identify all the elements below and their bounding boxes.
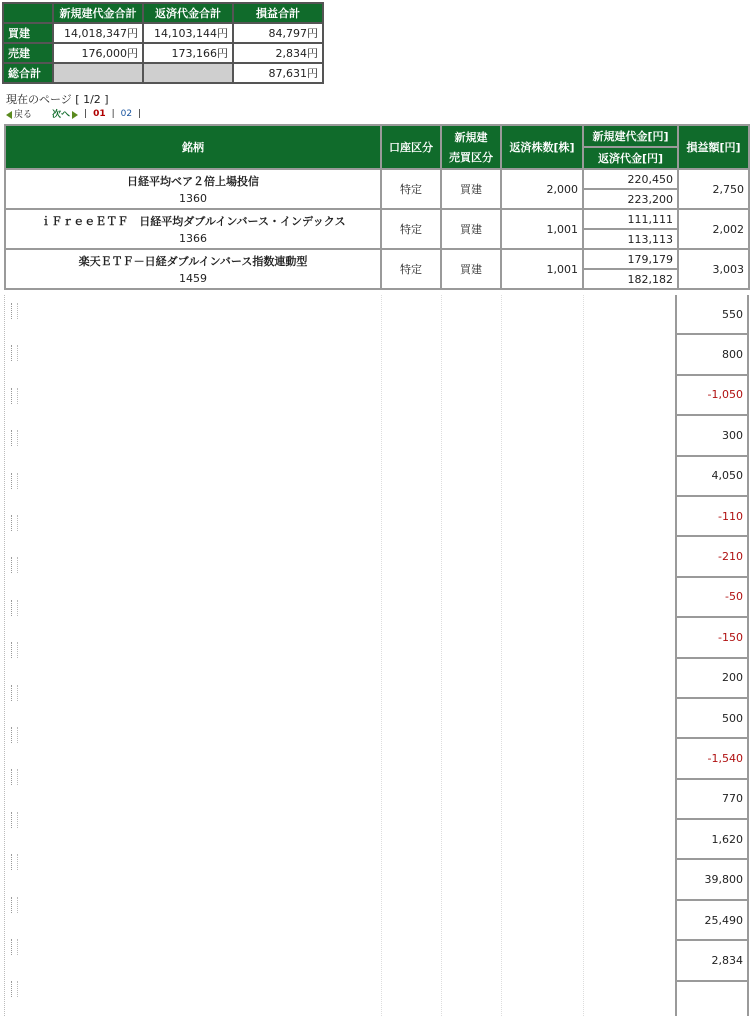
pager <box>6 107 141 120</box>
redacted-profit-loss: -1,050 <box>677 376 747 416</box>
redacted-divider <box>381 295 382 1016</box>
redacted-mark <box>11 812 18 828</box>
redacted-mark <box>11 769 18 785</box>
redacted-profit-loss: -150 <box>677 618 747 658</box>
redacted-profit-loss: -110 <box>677 497 747 537</box>
redacted-mark <box>11 854 18 870</box>
page-separator: | <box>138 108 142 119</box>
close-cost: 223,200 <box>583 189 678 209</box>
redacted-profit-loss: -210 <box>677 537 747 577</box>
page-link[interactable]: 02 <box>120 108 133 119</box>
redacted-rows <box>4 295 749 1016</box>
summary-close-value: 14,103,144円 <box>144 24 232 42</box>
summary-empty-cell <box>54 64 142 82</box>
summary-pl-value: 2,834円 <box>234 44 322 62</box>
summary-pl-value: 84,797円 <box>234 24 322 42</box>
triangle-left-icon <box>6 111 12 119</box>
new-cost: 220,450 <box>583 169 678 189</box>
summary-empty-cell <box>144 64 232 82</box>
redacted-mark <box>11 303 18 319</box>
redacted-mark <box>11 981 18 997</box>
stock-name: 楽天ＥＴＦ－日経ダブルインバース指数連動型 <box>78 255 308 268</box>
close-qty: 1,001 <box>501 209 583 249</box>
close-cost: 182,182 <box>583 269 678 289</box>
page-indicator: 現在のページ [ 1/2 ] <box>6 93 109 106</box>
redacted-profit-loss: 25,490 <box>677 901 747 941</box>
profit-loss: 2,002 <box>678 209 749 249</box>
profit-loss: 3,003 <box>678 249 749 289</box>
summary-corner <box>4 4 52 22</box>
redacted-profit-loss: 800 <box>677 335 747 375</box>
redacted-mark <box>11 430 18 446</box>
profit-loss: 2,750 <box>678 169 749 209</box>
back-link[interactable] <box>6 107 32 120</box>
redacted-profit-loss: 300 <box>677 416 747 456</box>
redacted-profit-loss: 500 <box>677 699 747 739</box>
col-header-name: 銘柄 <box>5 125 381 169</box>
account-type: 特定 <box>381 209 441 249</box>
triangle-right-icon <box>72 111 78 119</box>
next-label: 次へ <box>52 110 71 120</box>
trade-type: 買建 <box>441 169 501 209</box>
redacted-profit-loss: 39,800 <box>677 860 747 900</box>
summary-row-label: 買建 <box>4 24 52 42</box>
redacted-profit-loss: -50 <box>677 578 747 618</box>
redacted-profit-loss: 1,620 <box>677 820 747 860</box>
stock-name: 日経平均ベア２倍上場投信 <box>127 175 259 188</box>
page-separator: | <box>84 108 88 119</box>
new-cost: 111,111 <box>583 209 678 229</box>
next-link[interactable] <box>52 107 78 120</box>
close-cost: 113,113 <box>583 229 678 249</box>
stock-cell <box>5 249 381 289</box>
summary-row-label: 売建 <box>4 44 52 62</box>
col-header-pl: 損益額[円] <box>678 125 749 169</box>
redacted-profit-loss: 550 <box>677 295 747 335</box>
stock-cell <box>5 209 381 249</box>
summary-row-label: 総合計 <box>4 64 52 82</box>
redacted-pl-column <box>675 295 749 1016</box>
summary-close-value: 173,166円 <box>144 44 232 62</box>
col-header-type-line2: 売買区分 <box>449 151 493 164</box>
stock-name: ｉＦｒｅｅＥＴＦ 日経平均ダブルインバース・インデックス <box>40 215 346 228</box>
summary-header-close: 返済代金合計 <box>144 4 232 22</box>
redacted-mark <box>11 600 18 616</box>
col-header-type <box>441 125 501 169</box>
redacted-profit-loss: 2,834 <box>677 941 747 981</box>
redacted-profit-loss: 200 <box>677 659 747 699</box>
col-header-close-cost: 返済代金[円] <box>583 147 678 169</box>
detail-table-wrapper <box>4 124 748 290</box>
stock-code: 1459 <box>179 272 207 285</box>
redacted-divider <box>501 295 502 1016</box>
redacted-mark <box>11 897 18 913</box>
redacted-mark <box>11 727 18 743</box>
redacted-mark <box>11 642 18 658</box>
summary-header-pl: 損益合計 <box>234 4 322 22</box>
trade-type: 買建 <box>441 249 501 289</box>
redacted-profit-loss: -1,540 <box>677 739 747 779</box>
redacted-divider <box>583 295 584 1016</box>
redacted-profit-loss: 770 <box>677 780 747 820</box>
col-header-qty: 返済株数[株] <box>501 125 583 169</box>
redacted-divider <box>441 295 442 1016</box>
new-cost: 179,179 <box>583 249 678 269</box>
account-type: 特定 <box>381 249 441 289</box>
stock-code: 1366 <box>179 232 207 245</box>
close-qty: 2,000 <box>501 169 583 209</box>
stock-code: 1360 <box>179 192 207 205</box>
back-label: 戻る <box>14 110 33 120</box>
summary-table <box>2 2 324 84</box>
col-header-new-cost: 新規建代金[円] <box>583 125 678 147</box>
close-qty: 1,001 <box>501 249 583 289</box>
redacted-mark <box>11 345 18 361</box>
redacted-profit-loss: 4,050 <box>677 457 747 497</box>
redacted-mark <box>11 473 18 489</box>
redacted-mark <box>11 685 18 701</box>
redacted-mark <box>11 557 18 573</box>
trade-type: 買建 <box>441 209 501 249</box>
summary-header-new: 新規建代金合計 <box>54 4 142 22</box>
redacted-mark <box>11 515 18 531</box>
col-header-type-line1: 新規建 <box>454 131 488 144</box>
redacted-area <box>5 295 679 1016</box>
detail-table <box>4 124 750 290</box>
stock-cell <box>5 169 381 209</box>
redacted-mark <box>11 388 18 404</box>
summary-pl-value: 87,631円 <box>234 64 322 82</box>
page-link-current[interactable]: 01 <box>93 108 106 119</box>
page-separator: | <box>111 108 115 119</box>
summary-new-value: 14,018,347円 <box>54 24 142 42</box>
col-header-account: 口座区分 <box>381 125 441 169</box>
account-type: 特定 <box>381 169 441 209</box>
summary-new-value: 176,000円 <box>54 44 142 62</box>
redacted-mark <box>11 939 18 955</box>
